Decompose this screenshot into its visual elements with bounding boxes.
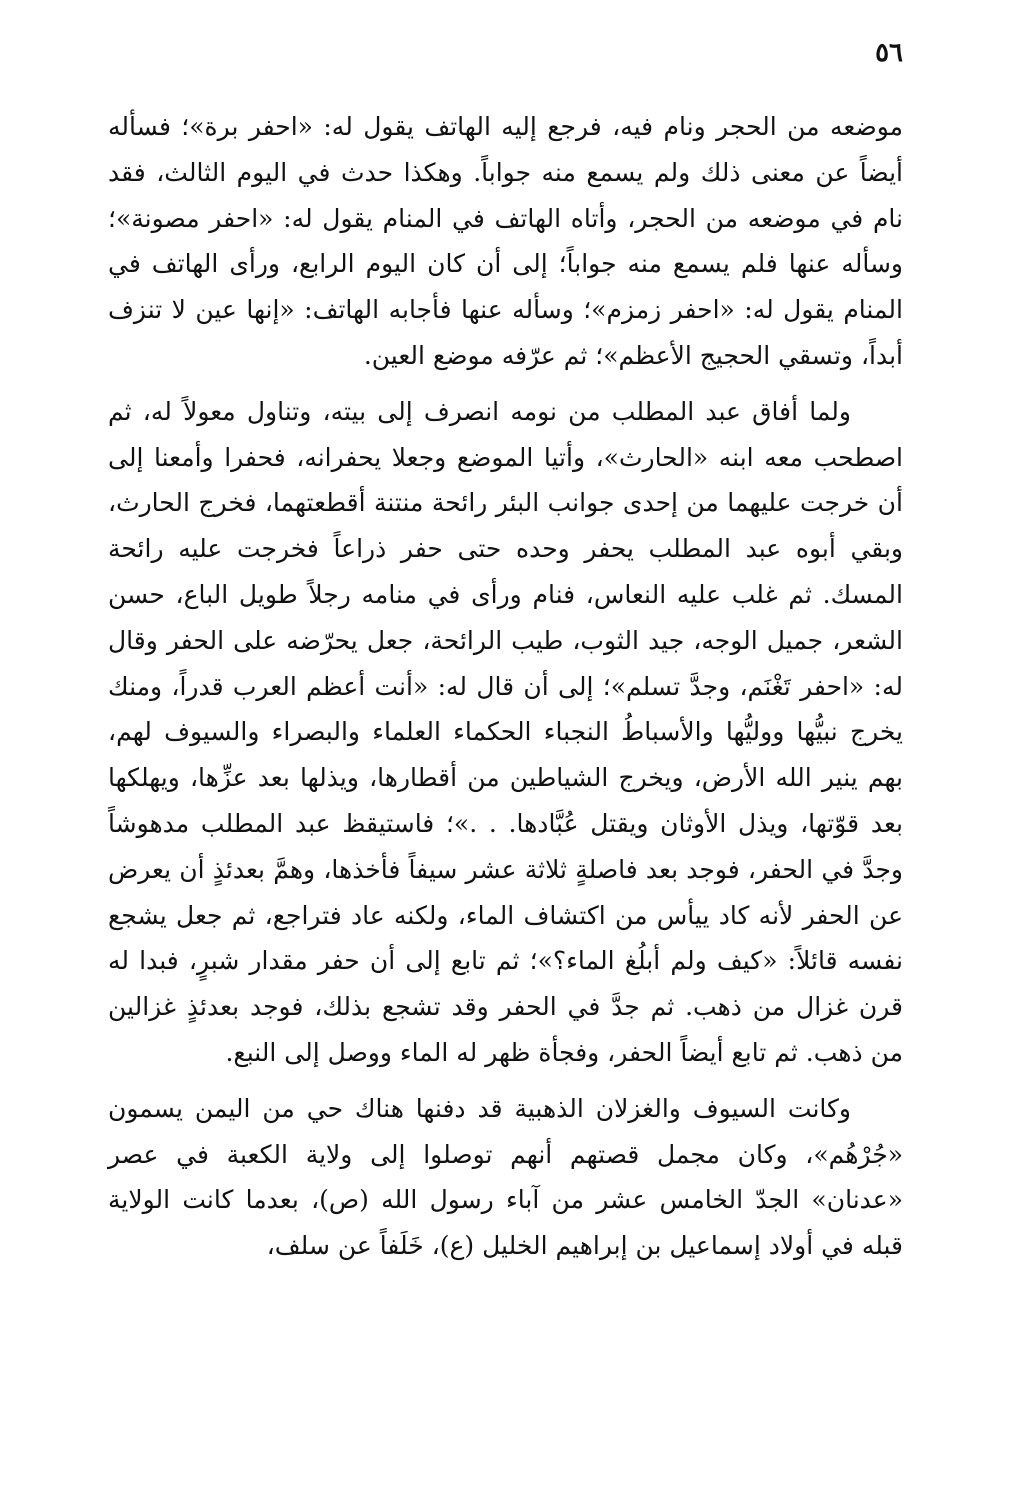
page-body xyxy=(108,104,903,1279)
paragraph-zamzam-digging: ولما أفاق عبد المطلب من نومه انصرف إلى بيته، وتناول معولاً له، ثم اصطحب معه ابنه «الحارث»، وأتيا الموضع وجعلا يحفرانه، فحفرا وأمعنا إلى أن خرجت عليهما من إحدى جوانب البئر رائحة منتنة أقطعتهما، فخرج الحارث، وبقي أبوه عبد المطلب يحفر وحده حتى حفر ذراعاً فخرجت عليه رائحة المسك. ثم غلب عليه النعاس، فنام ورأى في منامه رجلاً طويل الباع، حسن الشعر، جميل الوجه، جيد الثوب، طيب الرائحة، جعل يحرّضه على الحفر وقال له: «احفر تَغْنَم، وجدَّ تسلم»؛ إلى أن قال له: «أنت أعظم العرب قدراً، ومنك يخرج نبيُّها ووليُّها والأسباطُ النجباء الحكماء العلماء والبصراء والسيوف لهم، بهم ينير الله الأرض، ويخرج الشياطين من أقطارها، ويذلها بعد عزِّها، ويهلكها بعد قوّتها، ويذل الأوثان ويقتل عُبَّادها. . .»؛ فاستيقظ عبد المطلب مدهوشاً وجدَّ في الحفر، فوجد بعد فاصلةٍ ثلاثة عشر سيفاً فأخذها، وهمَّ بعدئذٍ أن يعرض عن الحفر لأنه كاد ييأس من اكتشاف الماء، ولكنه عاد فتراجع، ثم جعل يشجع نفسه قائلاً: «كيف ولم أبلُغ الماء؟»؛ ثم تابع إلى أن حفر مقدار شبرٍ، فبدا له قرن غزال من ذهب. ثم جدَّ في الحفر وقد تشجع بذلك، فوجد بعدئذٍ غزالين من ذهب. ثم تابع أيضاً الحفر، وفجأة ظهر له الماء ووصل إلى النبع. xyxy=(108,396,903,1067)
paragraph-continuation: موضعه من الحجر ونام فيه، فرجع إليه الهاتف يقول له: «احفر برة»؛ فسأله أيضاً عن معنى ذلك ولم يسمع منه جواباً. وهكذا حدث في اليوم الثالث، فقد نام في موضعه من الحجر، وأتاه الهاتف في المنام يقول له: «احفر مصونة»؛ وسأله عنها فلم يسمع منه جواباً؛ إلى أن كان اليوم الرابع، ورأى الهاتف في المنام يقول له: «احفر زمزم»؛ وسأله عنها فأجابه الهاتف: «إنها عين لا تنزف أبداً، وتسقي الحجيج الأعظم»؛ ثم عرّفه موضع العين. xyxy=(108,112,903,370)
paragraph-jurhum: وكانت السيوف والغزلان الذهبية قد دفنها هناك حي من اليمن يسمون «جُرْهُم»، وكان مجمل قصتهم أنهم توصلوا إلى ولاية الكعبة في عصر «عدنان» الجدّ الخامس عشر من آباء رسول الله (ص)، بعدما كانت الولاية قبله في أولاد إسماعيل بن إبراهيم الخليل (ع)، خَلَفاً عن سلف، xyxy=(108,1093,903,1261)
page-number: ٥٦ xyxy=(875,38,903,68)
